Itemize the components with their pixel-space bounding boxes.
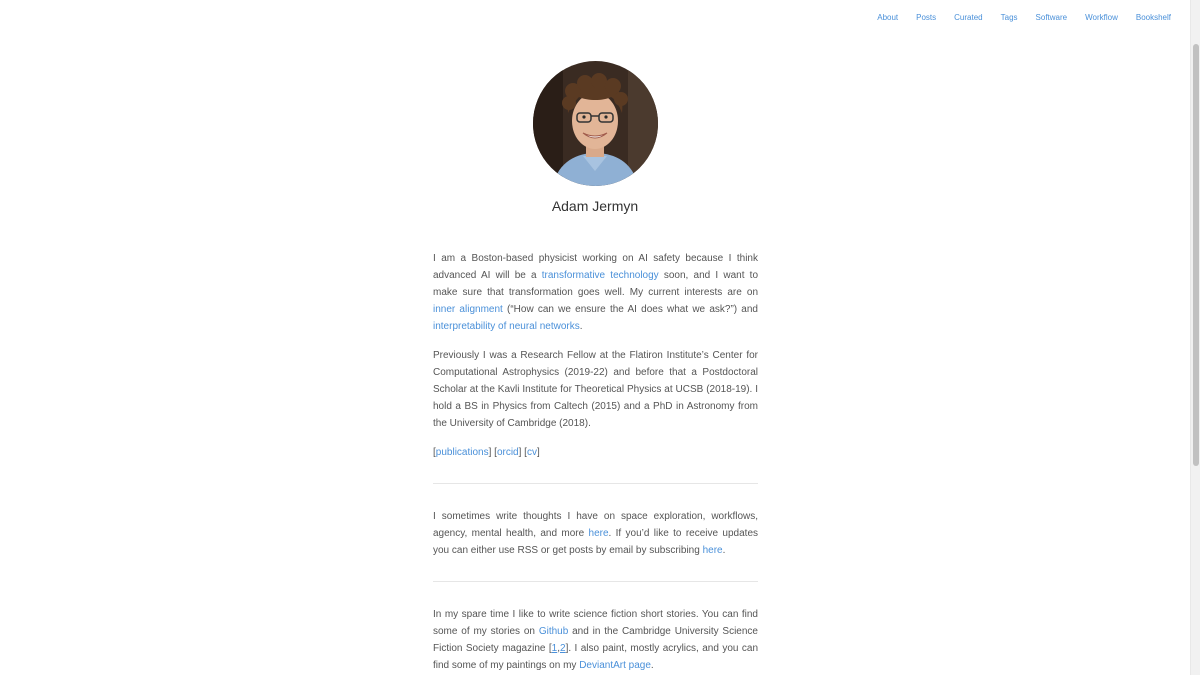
portrait-photo — [533, 61, 658, 186]
intro-text: I am a Boston-based physicist working on AI safety because I think advanced AI will be a — [433, 253, 758, 281]
nav-workflow[interactable]: Workflow — [1085, 13, 1118, 22]
profile-links: [publications] [orcid] [cv] — [433, 447, 540, 458]
divider — [433, 581, 758, 582]
nav-about[interactable]: About — [877, 13, 899, 22]
intro-text: (“How can we ensure the AI does what we ask?”) and — [502, 304, 758, 315]
background-paragraph: Previously I was a Research Fellow at the Flatiron Institute’s Center for Computational Astrophysics (2019-22) and before that a Postdoctoral Scholar at the Kavli Institute for Theoretical Physics at UCSB (2018-19). I hold a BS in Physics from Caltech (2015) and a PhD in Astronomy from the University of Cambridge (2018). — [433, 350, 758, 429]
intro-text: soon, and I want to make sure that transformation goes well. My current interests are on — [433, 270, 758, 298]
nav-tags[interactable]: Tags — [1000, 13, 1018, 22]
vertical-scrollbar[interactable] — [1190, 0, 1200, 675]
interpretability-link[interactable]: interpretability of neural networks — [433, 321, 580, 332]
writing-text: I sometimes write thoughts I have on space exploration, workflows, agency, mental health, and more — [433, 511, 758, 539]
orcid-link[interactable]: orcid — [496, 447, 519, 458]
writing-text: . If you’d like to receive updates you can either use RSS or get posts by email by subscribing — [433, 528, 759, 556]
intro-paragraph — [433, 250, 758, 335]
publications-link[interactable]: publications — [435, 447, 489, 458]
fiction-text: . — [650, 660, 654, 671]
nav-bookshelf[interactable]: Bookshelf — [1135, 13, 1171, 22]
nav-curated[interactable]: Curated — [954, 13, 983, 22]
writing-paragraph — [433, 508, 758, 559]
posts-here-link[interactable]: here — [588, 528, 609, 539]
fiction-paragraph — [433, 606, 758, 674]
inner-alignment-link[interactable]: inner alignment — [433, 304, 503, 315]
avatar — [533, 61, 658, 186]
github-link[interactable]: Github — [538, 626, 569, 637]
main-content — [433, 250, 758, 675]
fiction-text: and in the Cambridge University Science Fiction Society magazine [ — [433, 626, 758, 654]
deviantart-link[interactable]: DeviantArt page — [579, 660, 651, 671]
fiction-text: , — [557, 643, 560, 654]
nav-software[interactable]: Software — [1035, 13, 1068, 22]
fiction-text: ]. I also paint, mostly acrylics, and you can find some of my paintings on my — [433, 643, 759, 671]
intro-text: . — [579, 321, 583, 332]
profile-name: Adam Jermyn — [551, 198, 639, 214]
divider — [433, 483, 758, 484]
nav-posts[interactable]: Posts — [916, 13, 937, 22]
subscribe-here-link[interactable]: here — [702, 545, 723, 556]
writing-text: . — [722, 545, 726, 556]
fiction-text: In my spare time I like to write science fiction short stories. You can find some of my stories on — [433, 609, 758, 637]
cv-link[interactable]: cv — [526, 447, 537, 458]
magazine-link-1[interactable]: 1 — [551, 643, 558, 654]
magazine-link-2[interactable]: 2 — [560, 643, 566, 654]
transformative-technology-link[interactable]: transformative technology — [541, 270, 659, 281]
scrollbar-thumb[interactable] — [1193, 44, 1199, 466]
top-nav — [877, 12, 1171, 24]
